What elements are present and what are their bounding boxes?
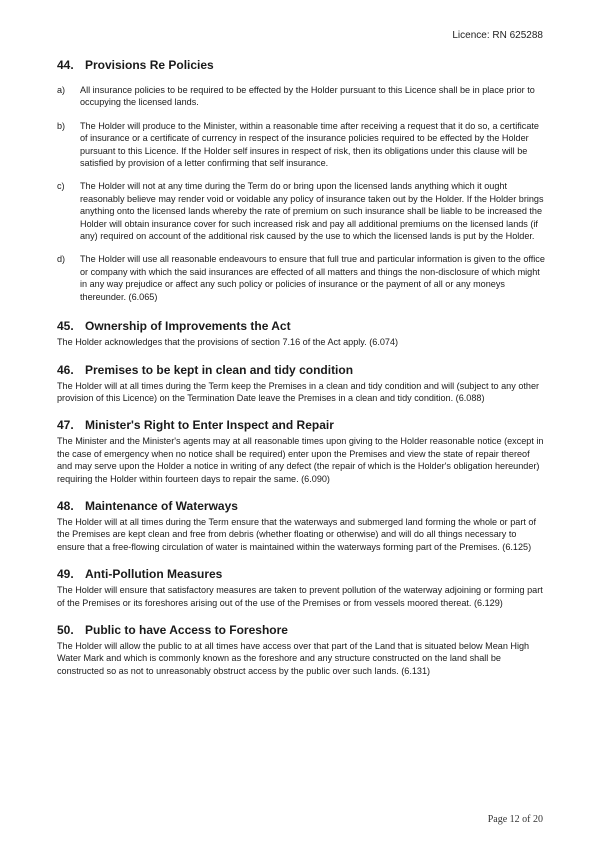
section-number: 47. bbox=[57, 418, 74, 433]
section-number: 44. bbox=[57, 58, 74, 72]
clause-label: b) bbox=[57, 120, 66, 131]
clause-text: The Holder will produce to the Minister, within a reasonable time after receiving a request that it do so, a certificate of insurance or a certificate of currency in respect of the insurance policies required to be effected by the Holder pursuant to this Licence. If the Holder self insures in respect of risk, then its obligations under this clause will be satisfied by provision of a letter confirming that self insurance. bbox=[80, 120, 539, 169]
section-heading bbox=[57, 363, 545, 377]
section-body: The Holder will ensure that satisfactory measures are taken to prevent pollution of the waterway adjoining or forming part of the Premises or its foreshores arising out of the use of the Premises or from vessels moored thereat. (6.129) bbox=[57, 585, 543, 608]
clause-d bbox=[57, 253, 545, 303]
section-title: Public to have Access to Foreshore bbox=[85, 622, 288, 637]
section-heading bbox=[57, 418, 545, 432]
section-44 bbox=[57, 58, 545, 303]
clause-label: d) bbox=[57, 254, 66, 265]
section-46 bbox=[57, 363, 545, 405]
clause-text: The Holder will use all reasonable endeavours to ensure that full true and particular information is given to the office or company with which the said insurances are effected of all matters and things the non-disclosure of which might in any way prejudice or affect any such policy or policies of insurance or the payment of all or any moneys thereunder. (6.065) bbox=[80, 254, 545, 302]
clause-text: All insurance policies to be required to be effected by the Holder pursuant to this Licence shall be in place prior to occupying the licensed lands. bbox=[80, 85, 535, 108]
section-number: 45. bbox=[57, 319, 74, 334]
clause-label: a) bbox=[57, 85, 66, 95]
section-title: Provisions Re Policies bbox=[85, 58, 214, 72]
section-47 bbox=[57, 418, 545, 485]
section-45 bbox=[57, 319, 545, 348]
clause-label: c) bbox=[57, 181, 65, 192]
section-title: Minister's Right to Enter Inspect and Repair bbox=[85, 418, 334, 433]
section-heading bbox=[57, 319, 545, 333]
section-heading bbox=[57, 58, 545, 72]
section-title: Anti-Pollution Measures bbox=[85, 567, 223, 582]
section-body: The Holder acknowledges that the provisions of section 7.16 of the Act apply. (6.074) bbox=[57, 337, 399, 348]
section-title: Ownership of Improvements the Act bbox=[85, 319, 291, 334]
clause-text: The Holder will not at any time during the Term do or bring upon the licensed lands anything which it ought reasonably believe may render void or voidable any policy of insurance taken out by the Holder. If the Holder brings anything onto the licensed lands whereby the rate of premium on such insurance shall be liable to be increased the Holder will obtain insurance cover for such increased risk and pay all additional premiums on the licensed lands (if any) required on account of the additional risk caused by the use to which the licensed lands is put by the Holder. bbox=[80, 181, 544, 242]
section-body: The Minister and the Minister's agents may at all reasonable times upon giving to the Holder reasonable notice (except in the case of emergency when no notice shall be required) enter upon the Premises and view the state of repair thereof and may serve upon the Holder a notice in writing of any defect (the repair of which is the Holder's obligation hereunder) requiring the Holder within fourteen days to repair the same. (6.090) bbox=[57, 436, 544, 484]
section-number: 49. bbox=[57, 567, 74, 582]
clause-b bbox=[57, 120, 545, 170]
section-heading bbox=[57, 623, 545, 637]
clause-a bbox=[57, 84, 545, 109]
section-48 bbox=[57, 499, 545, 553]
section-49 bbox=[57, 567, 545, 609]
document-body bbox=[57, 58, 545, 677]
section-body: The Holder will at all times during the Term keep the Premises in a clean and tidy condition and will (subject to any other provision of this Licence) on the Termination Date leave the Premises in a clean and tidy condition. (6.088) bbox=[57, 380, 540, 403]
section-body: The Holder will at all times during the Term ensure that the waterways and submerged land forming the whole or part of the Premises are kept clean and free from debris (whether floating or otherwise) and will do all things necessary to ensure that a free-flowing circulation of water is maintained within the waterways forming part of the Premises. (6.125) bbox=[57, 516, 537, 552]
section-number: 50. bbox=[57, 622, 74, 637]
section-number: 46. bbox=[57, 362, 74, 377]
section-50 bbox=[57, 623, 545, 677]
section-body: The Holder will allow the public to at all times have access over that part of the Land that is situated below Mean High Water Mark and which is commonly known as the foreshore and any structure constructed on the land shall be constructed so as not to unreasonably obstruct access by the public over such lands. (6.131) bbox=[57, 640, 530, 676]
section-title: Maintenance of Waterways bbox=[85, 498, 238, 513]
clause-c bbox=[57, 180, 545, 242]
section-heading bbox=[57, 567, 545, 581]
section-heading bbox=[57, 499, 545, 513]
licence-reference: Licence: RN 625288 bbox=[452, 30, 543, 41]
section-title: Premises to be kept in clean and tidy condition bbox=[85, 362, 354, 377]
section-number: 48. bbox=[57, 498, 74, 513]
page-number: Page 12 of 20 bbox=[487, 814, 543, 825]
